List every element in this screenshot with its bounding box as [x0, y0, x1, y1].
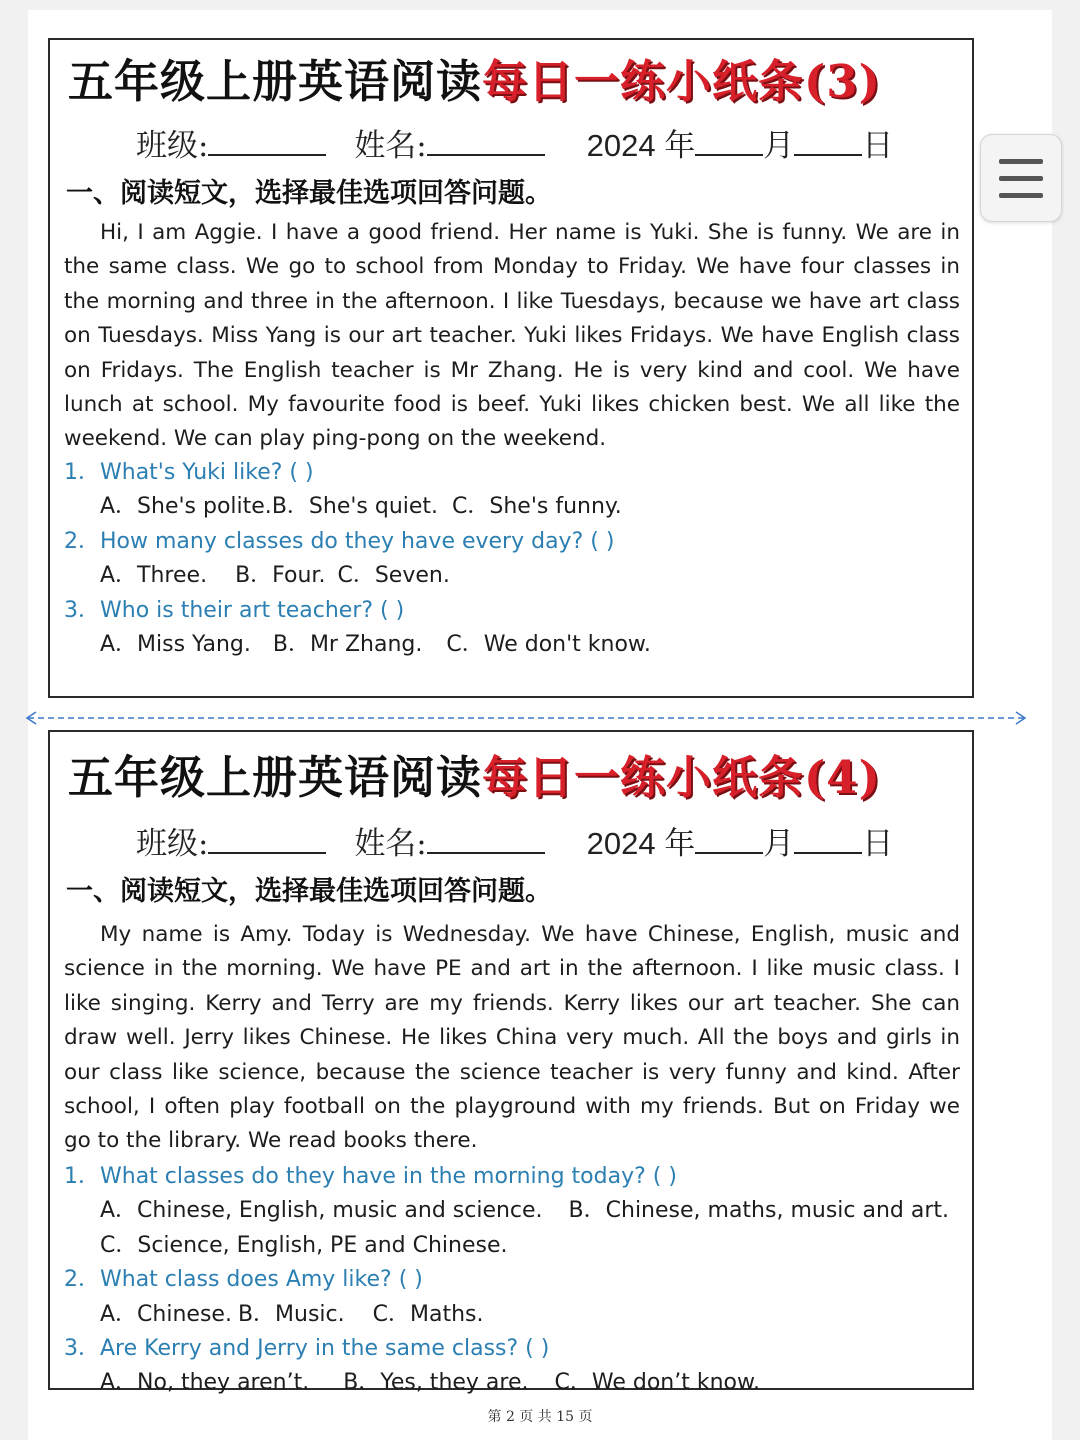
month-blank [695, 818, 763, 854]
class-blank [208, 120, 326, 156]
option-c: C．Seven. [337, 563, 450, 589]
year-label: 2024 年 [586, 826, 696, 861]
day-blank [794, 818, 862, 854]
option-a: A．Three. [100, 563, 208, 589]
student-info-line [136, 120, 956, 166]
option-b: B．She's quiet. [271, 494, 439, 520]
question-2-options [64, 559, 964, 593]
worksheet-3 [48, 38, 974, 698]
name-label: 姓名: [354, 128, 427, 164]
page-footer: 第 2 页 共 15 页 [487, 1409, 593, 1425]
option-c: C．Science, English, PE and Chinese. [100, 1232, 508, 1258]
question-3: 3．Are Kerry and Jerry in the same class? ( ) [64, 1336, 550, 1362]
day-label: 日 [862, 128, 894, 164]
question-list [64, 456, 964, 662]
title-black-part: 五年级上册英语阅读 [68, 55, 483, 108]
option-b: B．Mr Zhang. [272, 632, 423, 658]
question-1: 1．What's Yuki like? ( ) [64, 460, 314, 485]
option-a: A．No, they aren’t. [100, 1370, 310, 1396]
worksheet-title [68, 746, 968, 810]
option-c: C．We don't know. [446, 632, 651, 658]
section-heading: 一、阅读短文，选择最佳选项回答问题。 [66, 178, 552, 209]
question-1-options [64, 490, 964, 524]
title-red-part: 每日一练小纸条(4) [482, 751, 881, 804]
title-black-part: 五年级上册英语阅读 [68, 751, 483, 804]
year-label: 2024 年 [586, 128, 696, 163]
option-b: B．Music. [237, 1301, 345, 1327]
day-blank [794, 120, 862, 156]
option-a: A．Chinese. [100, 1301, 232, 1327]
option-c: C．Maths. [372, 1301, 484, 1327]
question-2: 2．How many classes do they have every day? ( ) [64, 528, 615, 554]
name-blank [427, 818, 545, 854]
worksheet-4 [48, 730, 974, 1396]
question-2-options [64, 1298, 964, 1332]
option-c: C．We don’t know. [554, 1370, 760, 1396]
student-info-line [136, 818, 956, 864]
day-label: 日 [862, 826, 894, 862]
menu-button[interactable] [980, 134, 1062, 222]
question-3-options [64, 628, 964, 662]
question-3: 3．Who is their art teacher? ( ) [64, 597, 405, 623]
option-c: C．She's funny. [452, 494, 622, 520]
title-red-part: 每日一练小纸条(3) [482, 55, 881, 108]
question-3-options [64, 1366, 964, 1400]
question-2: 2．What class does Amy like? ( ) [64, 1267, 423, 1293]
question-list [64, 1160, 964, 1401]
option-a: A．Miss Yang. [100, 632, 251, 658]
option-b: B．Chinese, maths, music and art. [568, 1198, 950, 1224]
name-blank [427, 120, 545, 156]
question-1-options [64, 1194, 964, 1228]
month-blank [695, 120, 763, 156]
option-b: B．Yes, they are. [343, 1370, 529, 1396]
worksheet-title [68, 50, 968, 114]
class-label: 班级: [136, 826, 209, 862]
option-a: A．Chinese, English, music and science. [100, 1198, 543, 1224]
month-label: 月 [763, 826, 795, 862]
month-label: 月 [763, 128, 795, 164]
option-b: B．Four. [235, 563, 326, 589]
cut-line-divider [24, 711, 1028, 725]
class-label: 班级: [136, 128, 209, 164]
reading-passage: Hi, I am Aggie. I have a good friend. Her name is Yuki. She is funny. We are in the same class. We go to school from Monday to Friday. We have four classes in the morning and three in the afternoon. I like Tuesdays, because we have art class on Tuesdays. Miss Yang is our art teacher. Yuki likes Fridays. We have English class on Fridays. The English teacher is Mr Zhang. He is very kind and cool. We have lunch at school. My favourite food is beef. Yuki likes chicken best. We all like the weekend. We can play ping-pong on the weekend. [64, 220, 960, 452]
section-heading: 一、阅读短文，选择最佳选项回答问题。 [66, 876, 552, 907]
name-label: 姓名: [354, 826, 427, 862]
class-blank [208, 818, 326, 854]
question-1: 1．What classes do they have in the morning today? ( ) [64, 1164, 677, 1189]
reading-passage: My name is Amy. Today is Wednesday. We have Chinese, English, music and science in the morning. We have PE and art in the afternoon. I like music class. I like singing. Kerry and Terry are my friends. Kerry likes our art teacher. She can draw well. Jerry likes Chinese. He likes China very much. All the boys and girls in our class like science, because the science teacher is very funny and kind. After school, I often play football on the playground with my friends. But on Friday we go to the library. We read books there. [64, 922, 960, 1154]
question-1-options-line2 [64, 1229, 964, 1263]
option-a: A．She's polite. [100, 494, 272, 520]
